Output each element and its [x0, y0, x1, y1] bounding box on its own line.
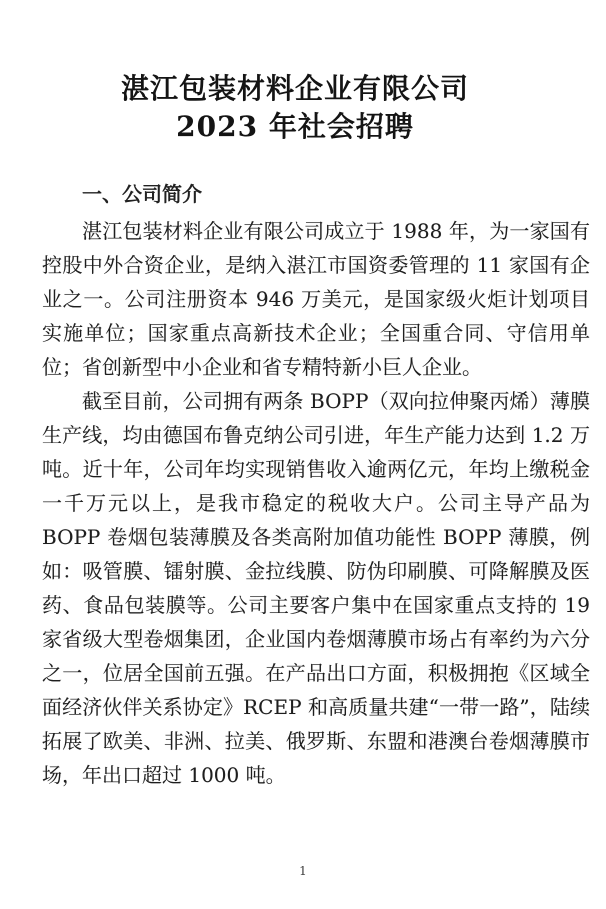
document-body [42, 180, 590, 792]
document-subtitle: 2023 年社会招聘 [176, 110, 414, 143]
page-number: 1 [299, 864, 307, 878]
document-title: 湛江包装材料企业有限公司 [120, 72, 469, 105]
paragraph-business-details: 截至目前，公司拥有两条 BOPP（双向拉伸聚丙烯）薄膜生产线，均由德国布鲁克纳公司引进，年生产能力达到 1.2 万吨。近十年，公司年均实现销售收入逾两亿元，年均上缴税金一千万元以上，是我市稳定的税收大户。公司主导产品为 BOPP 卷烟包装薄膜及各类高附加值功能性 BOPP 薄膜，例如：吸管膜、镭射膜、金拉线膜、防伪印刷膜、可降解膜及医药、食品包装膜等。公司主要客户集中在国家重点支持的 19 家省级大型卷烟集团，企业国内卷烟薄膜市场占有率约为六分之一，位居全国前五强。在产品出口方面，积极拥抱《区域全面经济伙伴关系协定》RCEP 和高质量共建“一带一路”，陆续拓展了欧美、非洲、拉美、俄罗斯、东盟和港澳台卷烟薄膜市场，年出口超过 1000 吨。 [42, 389, 590, 787]
section-heading-company-profile: 一、公司简介 [82, 182, 202, 206]
document-header [0, 0, 598, 146]
paragraph-company-overview: 湛江包装材料企业有限公司成立于 1988 年，为一家国有控股中外合资企业，是纳入湛江市国资委管理的 11 家国有企业之一。公司注册资本 946 万美元，是国家级火炬计划项目实施单位；国家重点高新技术企业；全国重合同、守信用单位；省创新型中小企业和省专精特新小巨人企业。 [42, 219, 590, 379]
